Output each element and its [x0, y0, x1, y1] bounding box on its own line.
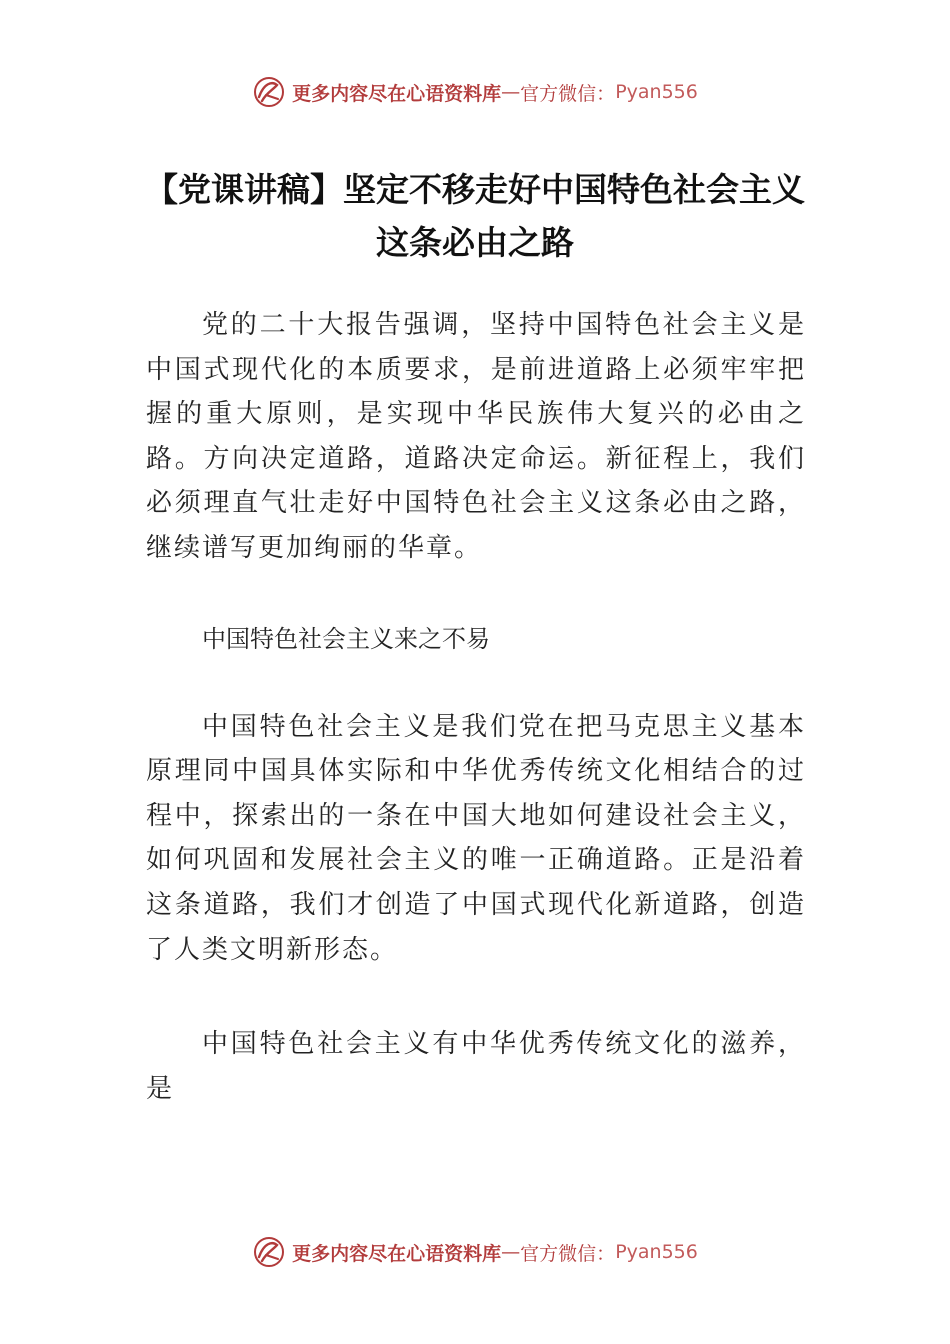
- footer-banner: [0, 1232, 950, 1272]
- banner-account: Pyan556: [615, 81, 698, 103]
- page-title: 【党课讲稿】坚定不移走好中国特色社会主义这条必由之路: [145, 170, 805, 262]
- signature-logo-icon: [252, 1235, 286, 1269]
- body-paragraph: 中国特色社会主义有中华优秀传统文化的滋养，是: [146, 1029, 806, 1104]
- banner-brand: 更多内容尽在心语资料库: [292, 1242, 502, 1265]
- banner-wechat-label: 官方微信：: [520, 1242, 616, 1265]
- body-paragraph: 党的二十大报告强调，坚持中国特色社会主义是中国式现代化的本质要求，是前进道路上必须牢牢把握的重大原则，是实现中华民族伟大复兴的必由之路。方向决定道路，道路决定命运。新征程上，我们必须理直气壮走好中国特色社会主义这条必由之路，继续谱写更加绚丽的华章。: [146, 310, 806, 563]
- banner-separator: —: [501, 1241, 521, 1263]
- banner-separator: —: [501, 81, 521, 103]
- document-body: [146, 303, 806, 1111]
- signature-logo-icon: [252, 75, 286, 109]
- section-heading: 中国特色社会主义来之不易: [202, 624, 490, 653]
- banner-brand: 更多内容尽在心语资料库: [292, 82, 502, 105]
- banner-wechat-label: 官方微信：: [520, 82, 616, 105]
- header-banner: [0, 72, 950, 112]
- body-paragraph: 中国特色社会主义是我们党在把马克思主义基本原理同中国具体实际和中华优秀传统文化相结合的过程中，探索出的一条在中国大地如何建设社会主义，如何巩固和发展社会主义的唯一正确道路。正是沿着这条道路，我们才创造了中国式现代化新道路，创造了人类文明新形态。: [146, 711, 806, 965]
- banner-account: Pyan556: [615, 1241, 698, 1263]
